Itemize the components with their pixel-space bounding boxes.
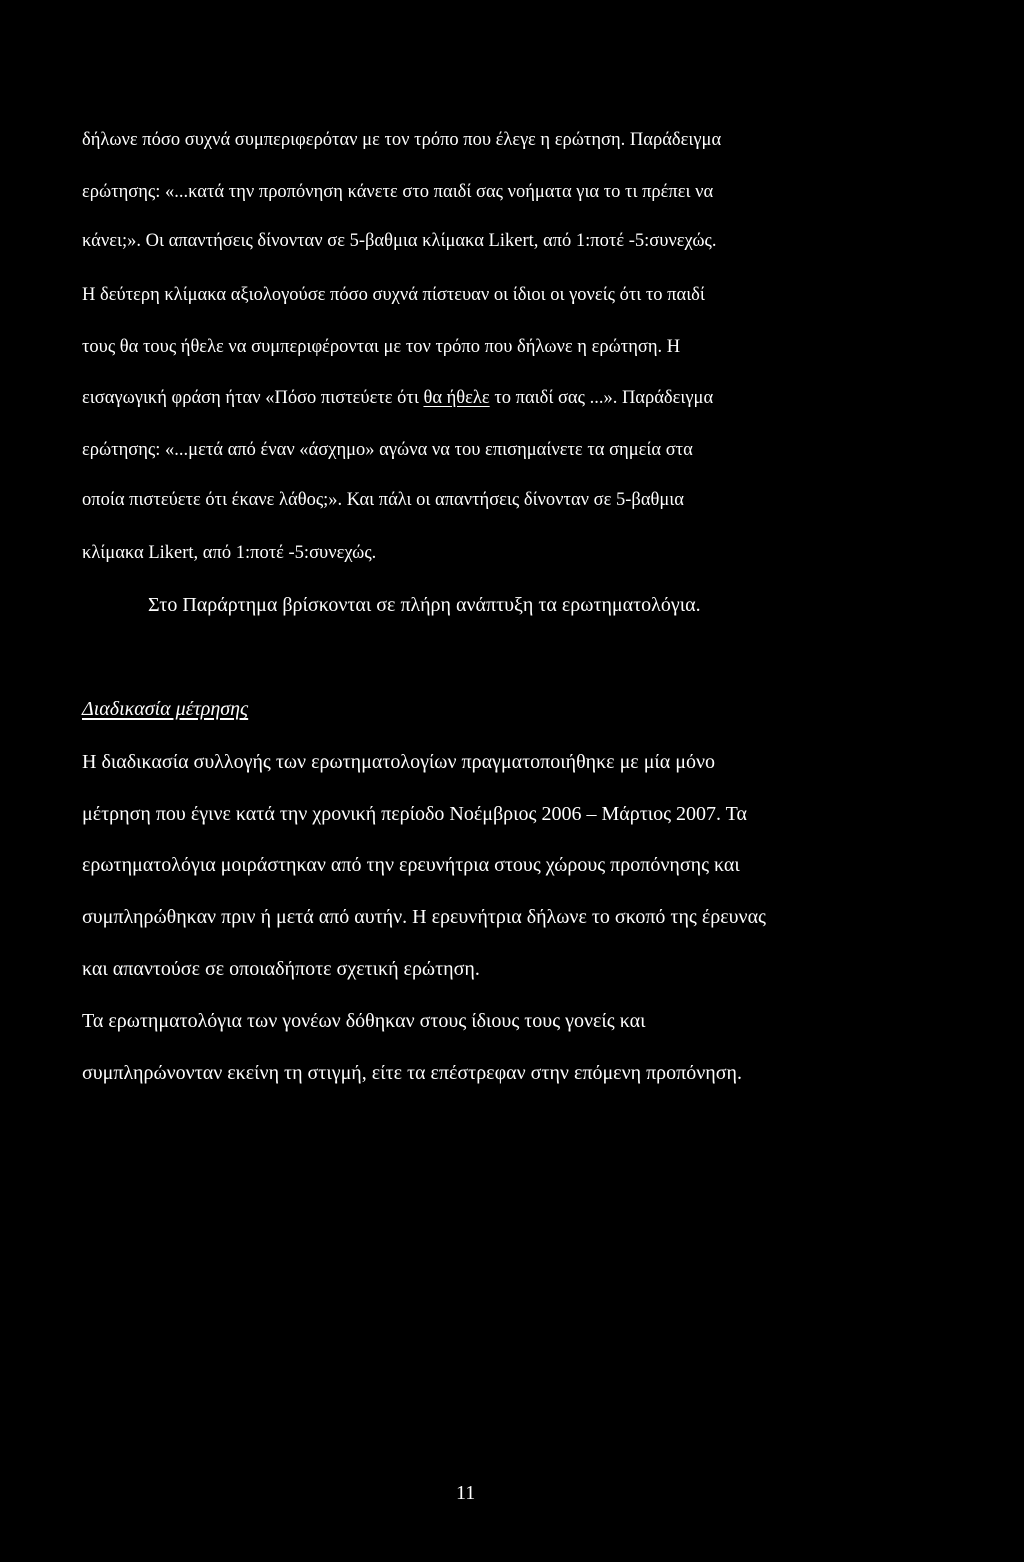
paragraph-2-line-3: ερωτηματολόγια μοιράστηκαν από την ερευνήτρια στους χώρους προπόνησης και [82, 854, 740, 876]
underlined-phrase: θα ήθελε [423, 388, 490, 408]
section-heading: Διαδικασία μέτρησης [82, 698, 249, 720]
appendix-note: Στο Παράρτημα βρίσκονται σε πλήρη ανάπτυξη τα ερωτηματολόγια. [148, 594, 701, 616]
paragraph-1-line-9: κλίμακα Likert, από 1:ποτέ -5:συνεχώς. [82, 543, 377, 563]
paragraph-1-line-3: κάνει;». Οι απαντήσεις δίνονταν σε 5-βαθμια κλίμακα Likert, από 1:ποτέ -5:συνεχώς. [82, 231, 717, 251]
paragraph-1-line-5: τους θα τους ήθελε να συμπεριφέρονται με τον τρόπο που δήλωνε η ερώτηση. Η [82, 337, 681, 357]
paragraph-1-line-2: ερώτησης: «...κατά την προπόνηση κάνετε στο παιδί σας νοήματα για το τι πρέπει να [82, 182, 714, 202]
paragraph-1-line-8: οποία πιστεύετε ότι έκανε λάθος;». Και πάλι οι απαντήσεις δίνονταν σε 5-βαθμια [82, 490, 684, 510]
paragraph-2-line-1: Η διαδικασία συλλογής των ερωτηματολογίων πραγματοποιήθηκε με μία μόνο [82, 751, 716, 773]
line-6-text-after: το παιδί σας ...». Παράδειγμα [489, 388, 714, 408]
paragraph-2-line-5: και απαντούσε σε οποιαδήποτε σχετική ερώτηση. [82, 958, 480, 980]
line-6-text-before: εισαγωγική φράση ήταν «Πόσο πιστεύετε ότι [82, 388, 424, 408]
paragraph-3-line-2: συμπληρώνονταν εκείνη τη στιγμή, είτε τα επέστρεφαν στην επόμενη προπόνηση. [82, 1062, 742, 1084]
paragraph-1-line-1: δήλωνε πόσο συχνά συμπεριφερόταν με τον τρόπο που έλεγε η ερώτηση. Παράδειγμα [82, 130, 722, 150]
paragraph-2-line-4: συμπληρώθηκαν πριν ή μετά από αυτήν. Η ερευνήτρια δήλωνε το σκοπό της έρευνας [82, 906, 766, 928]
paragraph-3-line-1: Τα ερωτηματολόγια των γονέων δόθηκαν στους ίδιους τους γονείς και [82, 1010, 646, 1032]
paragraph-1-line-4: Η δεύτερη κλίμακα αξιολογούσε πόσο συχνά πίστευαν οι ίδιοι οι γονείς ότι το παιδί [82, 285, 705, 305]
paragraph-1-line-6 [82, 386, 713, 410]
paragraph-2-line-2: μέτρηση που έγινε κατά την χρονική περίοδο Νοέμβριος 2006 – Μάρτιος 2007. Τα [82, 803, 747, 825]
paragraph-1-line-7: ερώτησης: «...μετά από έναν «άσχημο» αγώνα να του επισημαίνετε τα σημεία στα [82, 440, 693, 460]
page-number: 11 [456, 1482, 476, 1504]
